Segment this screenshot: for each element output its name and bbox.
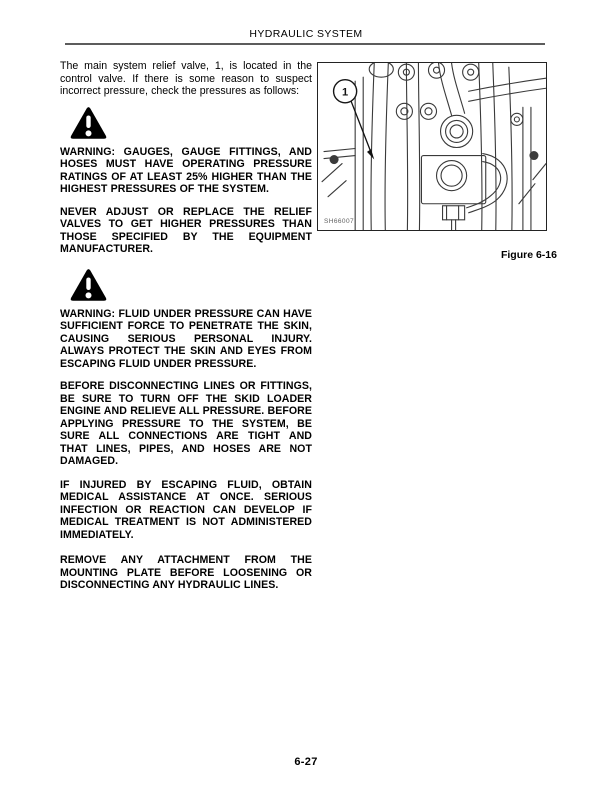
figure-6-16-frame bbox=[317, 62, 547, 231]
warning-paragraph-remove-attachment: REMOVE ANY ATTACHMENT FROM THE MOUNTING PLATE BEFORE LOOSENING OR DISCONNECTING ANY HYDRAULIC LINES. bbox=[60, 554, 312, 591]
warning-paragraph-fluid-pressure: WARNING: FLUID UNDER PRESSURE CAN HAVE SUFFICIENT FORCE TO PENETRATE THE SKIN, CAUSING SERIOUS PERSONAL INJURY. ALWAYS PROTECT THE SKIN AND EYES FROM ESCAPING FLUID UNDER PRESSURE. bbox=[60, 307, 312, 370]
warning-triangle-icon bbox=[70, 268, 107, 302]
warning-paragraph-never-adjust: NEVER ADJUST OR REPLACE THE RELIEF VALVES TO GET HIGHER PRESSURES THAN THOSE SPECIFIED BY THE EQUIPMENT MANUFACTURER. bbox=[60, 205, 312, 255]
warning-triangle-icon bbox=[70, 106, 107, 140]
hydraulic-valve-illustration bbox=[318, 63, 546, 230]
figure-photo-id-label: SH66007 bbox=[324, 217, 355, 225]
text-column bbox=[60, 60, 312, 592]
intro-paragraph: The main system relief valve, 1, is located in the control valve. If there is some reason to suspect incorrect pressure, check the pressures as follows: bbox=[60, 60, 312, 97]
figure-callout-1-label: 1 bbox=[342, 86, 349, 99]
page-header-title: HYDRAULIC SYSTEM bbox=[249, 28, 363, 40]
warning-paragraph-before-disconnecting: BEFORE DISCONNECTING LINES OR FITTINGS, BE SURE TO TURN OFF THE SKID LOADER ENGINE AND RELIEVE ALL PRESSURE. BEFORE APPLYING PRESSURE TO THE SYSTEM, BE SURE ALL CONNECTIONS ARE TIGHT AND THAT LINES, PIPES, AND HOSES ARE NOT DAMAGED. bbox=[60, 380, 312, 467]
figure-caption: Figure 6-16 bbox=[500, 249, 557, 261]
page-number: 6-27 bbox=[294, 756, 318, 768]
warning-paragraph-if-injured: IF INJURED BY ESCAPING FLUID, OBTAIN MEDICAL ASSISTANCE AT ONCE. SERIOUS INFECTION OR REACTION CAN DEVELOP IF MEDICAL TREATMENT IS NOT ADMINISTERED IMMEDIATELY. bbox=[60, 478, 312, 541]
warning-paragraph-gauges: WARNING: GAUGES, GAUGE FITTINGS, AND HOSES MUST HAVE OPERATING PRESSURE RATINGS OF AT LEAST 25% HIGHER THAN THE HIGHEST PRESSURES OF THE SYSTEM. bbox=[60, 145, 312, 195]
header-rule bbox=[65, 43, 545, 45]
